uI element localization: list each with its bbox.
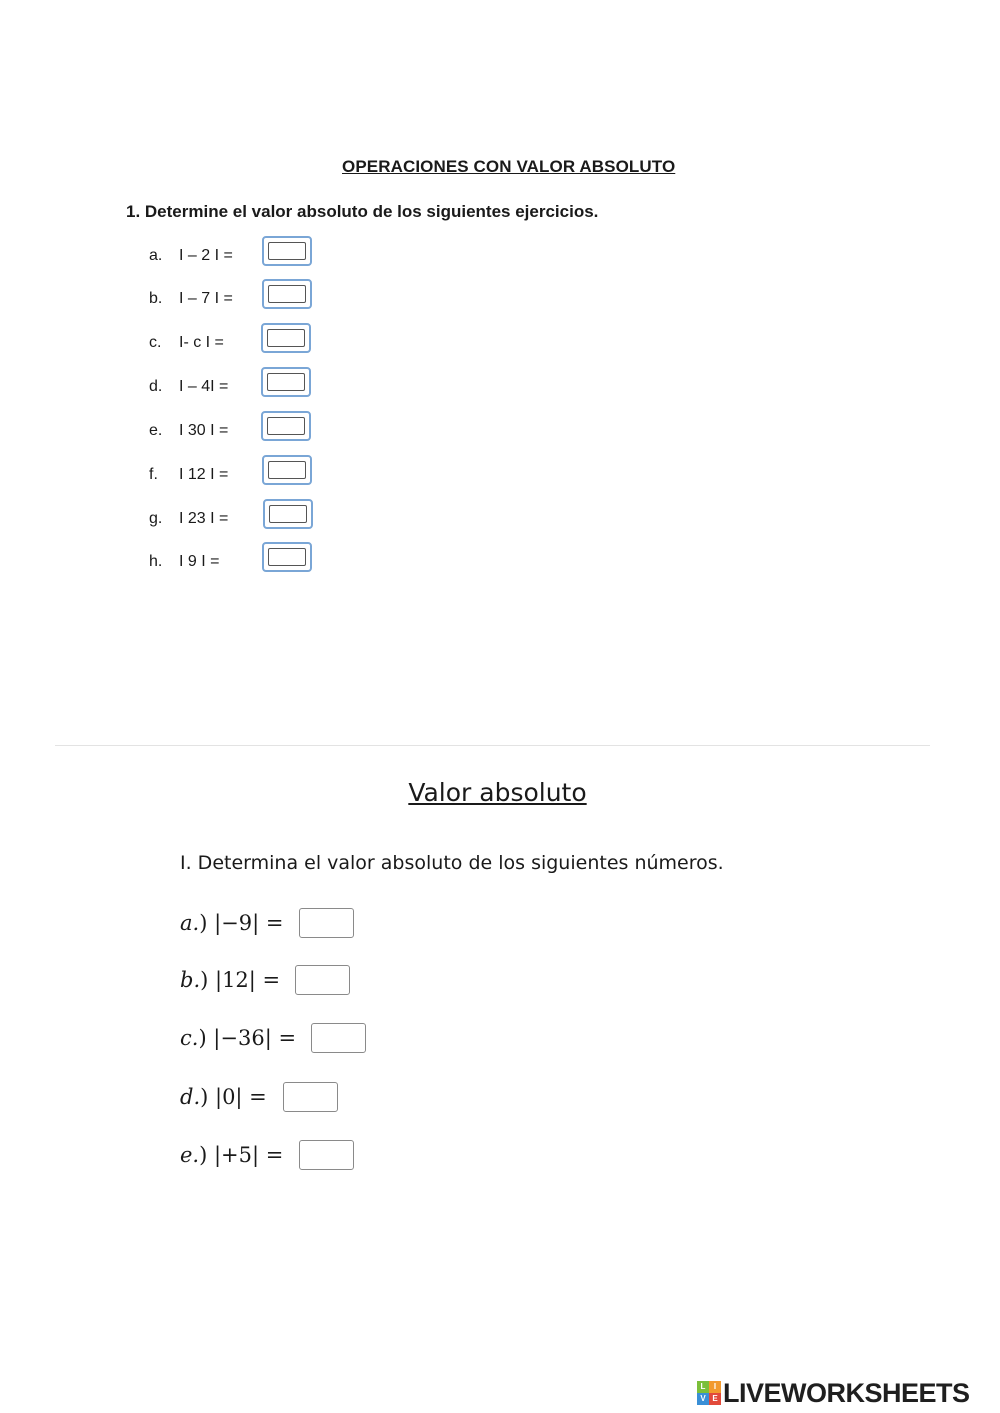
- answer-input-e[interactable]: [261, 411, 311, 441]
- liveworksheets-logo: [697, 1376, 970, 1410]
- item-expression: I – 4I =: [179, 378, 229, 395]
- item-expression: I 9 I =: [179, 553, 220, 570]
- answer-input-d[interactable]: [261, 367, 311, 397]
- item-letter: h.: [149, 553, 163, 570]
- answer-input-g[interactable]: [263, 499, 313, 529]
- item-expression: I- c I =: [179, 334, 224, 351]
- s2-item-c: [180, 1026, 296, 1062]
- exercise-1-instruction: 1. Determine el valor absoluto de los siguientes ejercicios.: [126, 202, 599, 221]
- answer-input-h[interactable]: [262, 542, 312, 572]
- item-expression: ) |−36| =: [198, 1026, 297, 1050]
- item-expression: I – 2 I =: [179, 247, 233, 264]
- s1-item-f: [149, 466, 349, 498]
- item-expression: ) |+5| =: [199, 1143, 284, 1167]
- liveworksheets-logo-icon: [697, 1381, 721, 1405]
- item-letter: a.: [149, 247, 163, 264]
- s2-item-b: [180, 968, 280, 1004]
- answer-input-2b[interactable]: [295, 965, 350, 995]
- logo-text: LIVEWORKSHEETS: [723, 1377, 970, 1408]
- item-expression: ) |0| =: [200, 1085, 267, 1109]
- answer-input-2a[interactable]: [299, 908, 354, 938]
- item-letter: d.: [180, 1085, 201, 1109]
- item-letter: a.: [180, 911, 200, 935]
- item-expression: ) |12| =: [200, 968, 281, 992]
- s2-item-a: [180, 911, 283, 947]
- item-letter: f.: [149, 466, 158, 483]
- worksheet-title: OPERACIONES CON VALOR ABSOLUTO: [342, 157, 676, 176]
- answer-input-2e[interactable]: [299, 1140, 354, 1170]
- item-expression: I – 7 I =: [179, 290, 233, 307]
- answer-input-c[interactable]: [261, 323, 311, 353]
- s2-item-e: [180, 1143, 283, 1179]
- item-letter: b.: [180, 968, 201, 992]
- item-expression: ) |−9| =: [199, 911, 284, 935]
- s1-item-h: [149, 553, 349, 585]
- item-letter: d.: [149, 378, 163, 395]
- item-letter: g.: [149, 510, 163, 527]
- section-2-title: Valor absoluto: [408, 778, 587, 807]
- item-expression: I 12 I =: [179, 466, 229, 483]
- item-letter: c.: [149, 334, 162, 351]
- s1-item-d: [149, 378, 349, 410]
- answer-input-a[interactable]: [262, 236, 312, 266]
- item-letter: c.: [180, 1026, 199, 1050]
- item-letter: b.: [149, 290, 163, 307]
- s1-item-c: [149, 334, 349, 366]
- item-expression: I 23 I =: [179, 510, 229, 527]
- s1-item-e: [149, 422, 349, 454]
- s1-item-a: [149, 247, 349, 279]
- logo-tile-green: L: [697, 1381, 709, 1393]
- answer-input-b[interactable]: [262, 279, 312, 309]
- item-letter: e.: [149, 422, 163, 439]
- answer-input-f[interactable]: [262, 455, 312, 485]
- logo-tile-blue: V: [697, 1393, 709, 1405]
- s1-item-b: [149, 290, 349, 322]
- s2-item-d: [180, 1085, 267, 1121]
- logo-tile-red: E: [709, 1393, 721, 1405]
- s1-item-g: [149, 510, 349, 542]
- exercise-2-instruction: I. Determina el valor absoluto de los siguientes números.: [180, 852, 724, 874]
- logo-tile-orange: I: [709, 1381, 721, 1393]
- page-divider: [55, 745, 930, 746]
- item-expression: I 30 I =: [179, 422, 229, 439]
- answer-input-2c[interactable]: [311, 1023, 366, 1053]
- answer-input-2d[interactable]: [283, 1082, 338, 1112]
- item-letter: e.: [180, 1143, 200, 1167]
